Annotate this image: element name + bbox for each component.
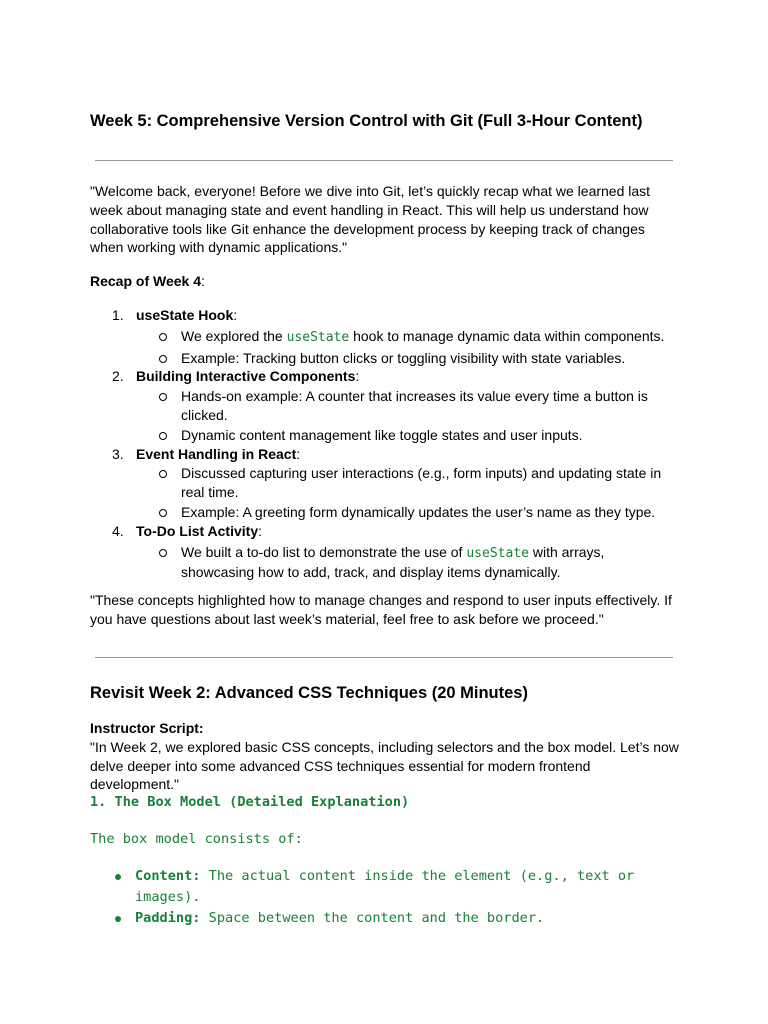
divider-1 [95,160,673,161]
recap-item-colon: : [233,307,238,323]
inline-code: useState [286,329,350,345]
subitem-text: with arrays, showcasing how to add, track, and display items dynamically. [181,543,605,581]
subitem-text: hook to manage dynamic data within components. [349,327,665,344]
box-model-heading: 1. The Box Model (Detailed Explanation) [90,794,410,810]
bullet-icon [115,874,121,880]
recap-item-colon: : [355,368,360,385]
box-model-item [90,908,650,929]
instructor-script-text: "In Week 2, we explored basic CSS concepts, including selectors and the box model. Let’s now delve deeper into some advanced CSS techniques essential for modern frontend development." [90,738,679,793]
subitem-text: Example: A greeting form dynamically updates the user’s name as they type. [181,503,656,520]
hollow-bullet-icon [159,509,167,517]
hollow-bullet-icon [159,432,167,440]
recap-heading-label: Recap of Week 4 [90,273,202,289]
recap-item [90,306,680,367]
recap-item-number: 2. [112,368,124,385]
recap-item-colon: : [296,445,301,462]
recap-subitem [136,387,680,425]
recap-subitem [136,543,680,583]
hollow-bullet-icon [159,333,167,341]
recap-item-title: Building Interactive Components [136,368,356,385]
recap-item-title: To-Do List Activity [136,522,259,539]
recap-subitem [136,503,680,522]
recap-item-number: 3. [112,445,124,462]
recap-item [90,367,680,444]
hollow-bullet-icon [159,393,167,401]
subitem-text: Hands-on example: A counter that increases its value every time a button is clicked. [181,388,648,423]
week5-intro: "Welcome back, everyone! Before we dive into Git, let’s quickly recap what we learned last week about managing state and event handling in React. This will help us understand how collaborative tools like Git enhance the development process by keeping track of changes when working with dynamic applications." [90,183,651,256]
instructor-script-label: Instructor Script: [90,720,204,736]
box-model-desc: The actual content inside the element (e.g., text or images). [135,868,635,905]
box-model-desc: Space between the content and the border. [200,910,545,926]
bullet-icon [115,916,121,922]
recap-subitem [136,426,680,445]
week5-closing: "These concepts highlighted how to manage changes and respond to user inputs effectively. If you have questions about last week’s material, feel free to ask before we proceed." [90,592,672,627]
box-model-term: Content: [135,868,201,884]
subitem-text: Dynamic content management like toggle states and user inputs. [181,426,583,443]
box-model-intro: The box model consists of: [90,831,303,847]
recap-item [90,522,680,582]
divider-2 [95,657,673,658]
recap-item-colon: : [258,522,263,539]
recap-heading [90,272,680,291]
hollow-bullet-icon [159,470,167,478]
inline-code: useState [466,545,529,561]
recap-item-title: useState Hook [136,307,234,323]
subitem-text: We built a to-do list to demonstrate the use of [181,543,467,560]
recap-item-number: 1. [112,307,124,323]
hollow-bullet-icon [159,355,167,363]
week5-title: Week 5: Comprehensive Version Control with Git (Full 3-Hour Content) [90,112,643,130]
recap-list [90,306,680,582]
subitem-text: Example: Tracking button clicks or toggling visibility with state variables. [181,349,626,366]
recap-item-title: Event Handling in React [136,445,297,462]
week2-title: Revisit Week 2: Advanced CSS Techniques (20 Minutes) [90,684,528,702]
recap-item [90,445,680,522]
box-model-item [90,866,650,908]
subitem-text: Discussed capturing user interactions (e.g., form inputs) and updating state in real time. [181,465,662,501]
recap-subitem [136,349,680,368]
box-model-list [90,866,650,929]
recap-subitem [136,327,680,348]
recap-heading-colon: : [201,273,205,289]
recap-subitem [136,464,680,502]
hollow-bullet-icon [159,549,167,557]
recap-item-number: 4. [112,522,124,539]
box-model-term: Padding: [135,910,201,926]
subitem-text: We explored the [181,327,287,344]
